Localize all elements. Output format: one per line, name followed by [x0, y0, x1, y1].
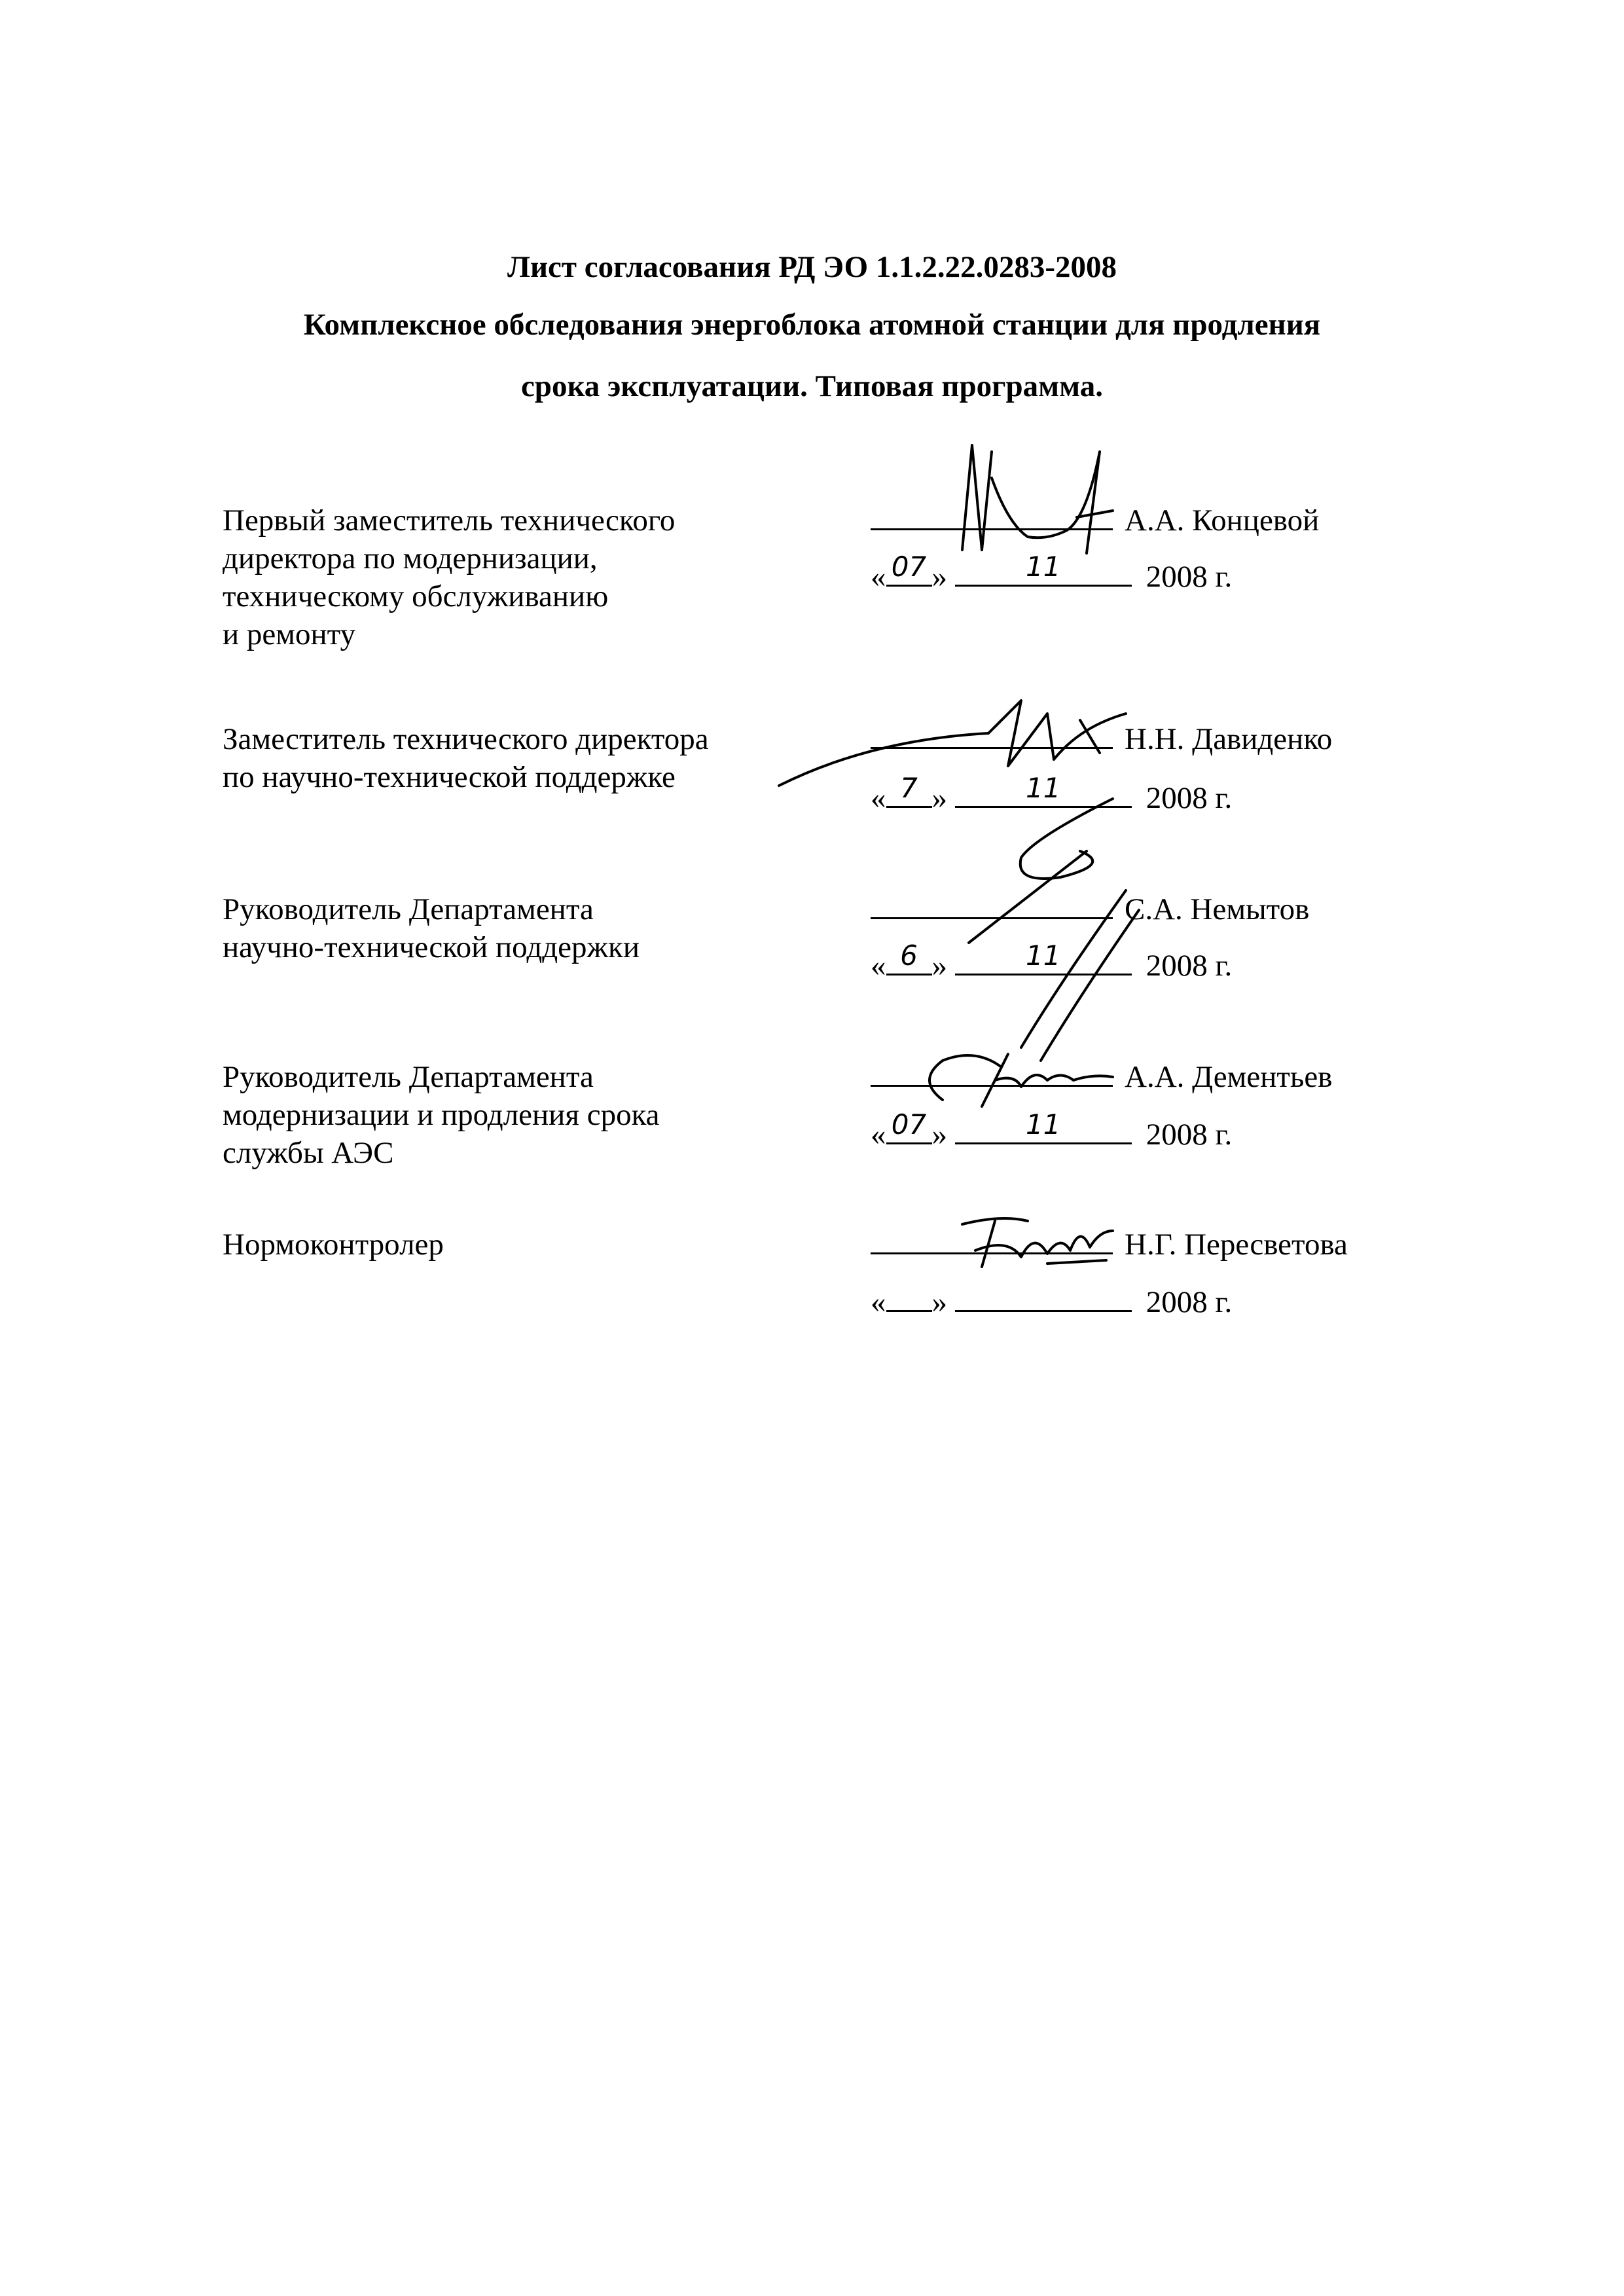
position-line: техническому обслуживанию — [223, 579, 609, 613]
year-label: 2008 г. — [1146, 560, 1233, 594]
position-line: и ремонту — [223, 617, 356, 651]
signature-image — [949, 1211, 1119, 1277]
approval-1-position — [223, 501, 675, 653]
document-subtitle-line-1: Комплексное обследования энергоблока атомной станции для продления — [303, 308, 1321, 342]
position-line: Нормоконтролер — [223, 1228, 444, 1262]
position-line: Руководитель Департамента — [223, 892, 594, 926]
position-line: Первый заместитель технического — [223, 503, 676, 538]
quote-close: » — [931, 560, 947, 594]
month-blank — [955, 1285, 1132, 1312]
day-blank — [886, 1285, 932, 1312]
year-label: 2008 г. — [1146, 949, 1233, 983]
approval-1-date-line — [871, 551, 1233, 596]
quote-open: « — [871, 1118, 886, 1152]
year-label: 2008 г. — [1146, 1118, 1233, 1152]
position-line: научно-технической поддержки — [223, 930, 640, 964]
day-blank — [886, 551, 932, 587]
position-line: службы АЭС — [223, 1136, 394, 1170]
signature-image — [929, 851, 1139, 1061]
position-line: модернизации и продления срока — [223, 1098, 660, 1132]
month-blank — [955, 551, 1132, 587]
quote-close: » — [931, 949, 947, 983]
day-blank — [886, 939, 932, 975]
signatory-name: А.А. Дементьев — [1125, 1060, 1333, 1094]
handwritten-month: 11 — [1026, 551, 1061, 583]
quote-close: » — [931, 1118, 947, 1152]
quote-open: « — [871, 949, 886, 983]
signatory-name: А.А. Концевой — [1125, 503, 1320, 538]
handwritten-month: 11 — [1026, 939, 1061, 972]
position-line: Руководитель Департамента — [223, 1060, 594, 1094]
year-label: 2008 г. — [1146, 781, 1233, 815]
approval-5-position — [223, 1226, 444, 1264]
quote-open: « — [871, 560, 886, 594]
approval-4-position — [223, 1058, 660, 1172]
signature-image — [903, 1041, 1126, 1113]
document-title: Лист согласования РД ЭО 1.1.2.22.0283-2008 — [507, 250, 1117, 284]
document-subtitle-line-2: срока эксплуатации. Типовая программа. — [520, 369, 1104, 403]
quote-close: » — [931, 1285, 947, 1319]
position-line: Заместитель технического директора — [223, 722, 709, 756]
year-label: 2008 г. — [1146, 1285, 1233, 1319]
signatory-name: С.А. Немытов — [1125, 892, 1310, 926]
approval-2-position — [223, 720, 709, 796]
month-blank — [955, 1108, 1132, 1144]
approval-5-date-line — [871, 1283, 1232, 1321]
day-blank — [886, 1108, 932, 1144]
signatory-name: Н.Г. Пересветова — [1125, 1228, 1348, 1262]
approval-4-date-line — [871, 1108, 1233, 1154]
handwritten-month: 11 — [1026, 1108, 1061, 1140]
position-line: директора по модернизации, — [223, 541, 598, 575]
handwritten-day: 07 — [891, 1108, 927, 1140]
handwritten-day: 07 — [891, 551, 927, 583]
handwritten-month: 11 — [1026, 772, 1061, 804]
handwritten-day: 6 — [900, 939, 918, 972]
signature-image — [936, 439, 1132, 556]
handwritten-day: 7 — [900, 772, 918, 804]
approval-3-position — [223, 890, 640, 966]
quote-open: « — [871, 781, 886, 815]
position-line: по научно-технической поддержке — [223, 760, 676, 794]
quote-open: « — [871, 1285, 886, 1319]
signatory-name: Н.Н. Давиденко — [1125, 722, 1333, 756]
quote-close: » — [931, 781, 947, 815]
